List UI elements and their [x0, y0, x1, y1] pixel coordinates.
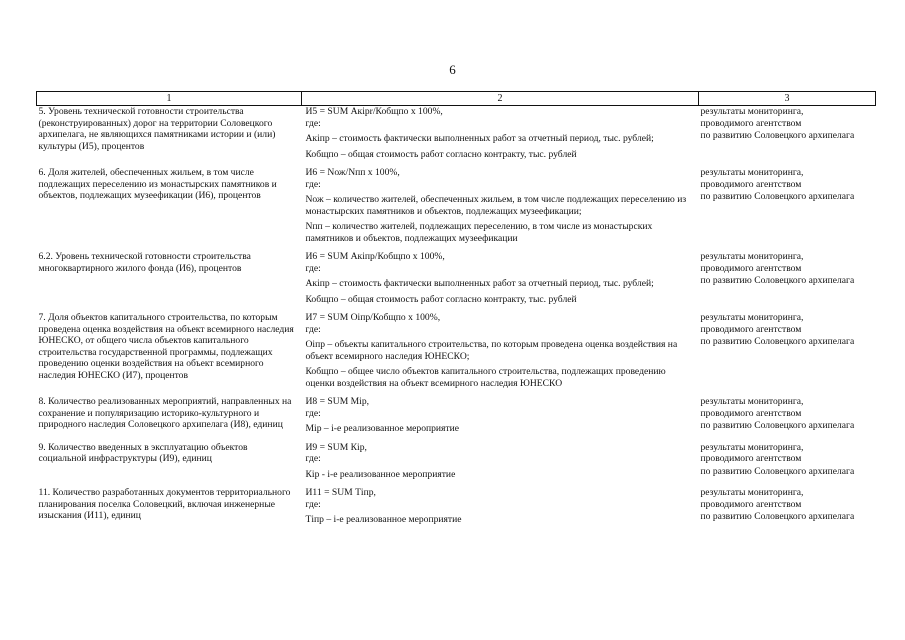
indicator-name: 5. Уровень технической готовности строительства (реконструированных) дорог на территории Соловецкого архипелага, не являющихся памятниками истории и (или) культуры (И5), процентов [38, 106, 276, 152]
variable-definition: Nож – количество жителей, обеспеченных жильем, в том числе подлежащих переселению из монастырских памятников и объектов, подлежащих музеефикации; [305, 194, 687, 217]
table-row [37, 106, 876, 161]
indicator-name: 7. Доля объектов капитального строительства, по которым проведена оценка воздействия на объект всемирного наследия ЮНЕСКО, от общего числа объектов капитального строительства государственной программы, подлежащих проведению оценки воздействия на объект всемирного наследия ЮНЕСКО (И7), процентов [38, 312, 294, 381]
source-line: проводимого агентством [700, 117, 802, 129]
indicator-name: 8. Количество реализованных мероприятий, направленных на сохранение и популяризацию историко-культурного и природного наследия Соловецкого архипелага (И8), единиц [38, 396, 292, 430]
row-spacer [37, 244, 876, 251]
source-line: результаты мониторинга, [700, 167, 804, 178]
where-label: где: [305, 262, 321, 274]
source-line: по развитию Соловецкого архипелага [700, 130, 855, 141]
data-source [699, 396, 876, 435]
variable-definition: Кiр - i-е реализованное мероприятие [305, 468, 456, 480]
where-label: где: [305, 407, 321, 419]
calculation-method [302, 167, 699, 244]
row-spacer [37, 435, 876, 442]
data-source [699, 167, 876, 244]
table-row [37, 251, 876, 305]
indicator-name: 9. Количество введенных в эксплуатацию объектов социальной инфраструктуры (И9), единиц [38, 441, 248, 464]
source-line: результаты мониторинга, [700, 441, 804, 453]
source-line: результаты мониторинга, [700, 106, 804, 117]
source-line: проводимого агентством [700, 262, 802, 274]
table-row [37, 396, 876, 435]
calculation-method [302, 396, 699, 435]
calculation-method [302, 251, 699, 305]
data-source [699, 487, 876, 526]
formula: И5 = SUM Акipr/Кобщпо x 100%, [305, 106, 443, 117]
column-header-1: 1 [37, 92, 302, 106]
where-label: где: [305, 498, 321, 510]
variable-definition: Акiпр – стоимость фактически выполненных работ за отчетный период, тыс. рублей; [305, 133, 654, 144]
table-row [37, 442, 876, 481]
data-source [699, 251, 876, 305]
table-header-row [37, 92, 876, 106]
source-line: результаты мониторинга, [700, 487, 804, 498]
variable-definition: Оiпр – объекты капитального строительства, по которым проведена оценка воздействия на объект всемирного наследия ЮНЕСКО; [305, 339, 678, 362]
column-header-2: 2 [302, 92, 699, 106]
row-spacer [37, 389, 876, 396]
data-source [699, 442, 876, 481]
source-line: проводимого агентством [700, 498, 802, 510]
calculation-method [302, 106, 699, 161]
source-line: проводимого агентством [700, 407, 802, 419]
table-row [37, 487, 876, 526]
calculation-method [302, 487, 699, 526]
row-spacer [37, 480, 876, 487]
calculation-method [302, 442, 699, 481]
where-label: где: [305, 323, 321, 335]
row-spacer [37, 160, 876, 167]
indicators-table [36, 91, 876, 526]
where-label: где: [305, 453, 321, 464]
table-body [37, 106, 876, 526]
variable-definition: Кобщпо – общее число объектов капитального строительства, подлежащих проведению оценки воздействия на объект всемирного наследия ЮНЕСКО [305, 366, 666, 389]
page-number: 6 [449, 62, 456, 77]
formula: И8 = SUM Мiр, [305, 396, 370, 407]
formula: И7 = SUM Оiпр/Кобщпо x 100%, [305, 312, 441, 323]
table-row [37, 312, 876, 389]
data-source [699, 106, 876, 161]
row-spacer [37, 305, 876, 312]
column-header-3: 3 [699, 92, 876, 106]
where-label: где: [305, 178, 321, 190]
source-line: проводимого агентством [700, 178, 802, 190]
indicator-name: 6.2. Уровень технической готовности строительства многоквартирного жилого фонда (И6), процентов [38, 251, 251, 274]
source-line: по развитию Соловецкого архипелага [700, 336, 855, 347]
source-line: по развитию Соловецкого архипелага [700, 420, 855, 431]
formula: И9 = SUM Кiр, [305, 441, 367, 453]
source-line: по развитию Соловецкого архипелага [700, 191, 855, 202]
formula: И6 = Nож/Nпп x 100%, [305, 167, 400, 178]
variable-definition: Мiр – i-е реализованное мероприятие [305, 423, 460, 434]
where-label: где: [305, 117, 321, 129]
variable-definition: Акiпр – стоимость фактически выполненных работ за отчетный период, тыс. рублей; [305, 278, 654, 289]
table-row [37, 167, 876, 244]
formula: И6 = SUM Акiпр/Кобщпо x 100%, [305, 251, 445, 262]
variable-definition: Кобщпо – общая стоимость работ согласно контракту, тыс. рублей [305, 148, 577, 160]
calculation-method [302, 312, 699, 389]
source-line: проводимого агентством [700, 323, 802, 335]
source-line: результаты мониторинга, [700, 251, 804, 262]
source-line: по развитию Соловецкого архипелага [700, 275, 855, 286]
indicator-name: 11. Количество разработанных документов территориального планирования поселка Соловецкий, включая инженерные изыскания (И11), единиц [38, 487, 291, 521]
source-line: результаты мониторинга, [700, 312, 804, 323]
variable-definition: Nпп – количество жителей, подлежащих переселению, в том числе из монастырских памятников и объектов, подлежащих музеефикации [305, 221, 653, 244]
formula: И11 = SUM Тiпр, [305, 487, 376, 498]
source-line: по развитию Соловецкого архипелага [700, 465, 855, 477]
variable-definition: Тiпр – i-е реализованное мероприятие [305, 514, 462, 525]
data-source [699, 312, 876, 389]
source-line: по развитию Соловецкого архипелага [700, 511, 855, 522]
source-line: проводимого агентством [700, 453, 802, 464]
indicator-name: 6. Доля жителей, обеспеченных жильем, в том числе подлежащих переселению из монастырских памятников и объектов, подлежащих музеефикации (И6), процентов [38, 167, 277, 201]
source-line: результаты мониторинга, [700, 396, 804, 407]
variable-definition: Кобщпо – общая стоимость работ согласно контракту, тыс. рублей [305, 293, 577, 305]
